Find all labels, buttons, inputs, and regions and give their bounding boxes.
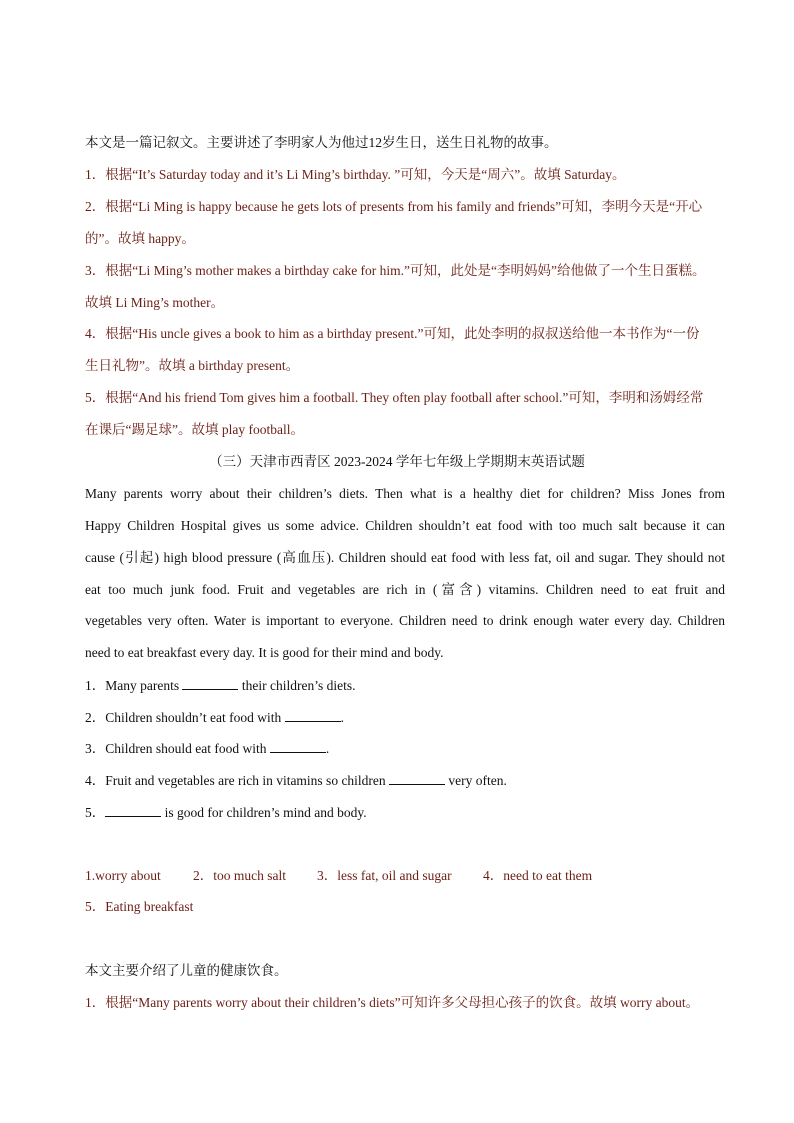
passage-line: eat too much junk food. Fruit and vegetables are rich in (富含) vitamins. Children need to eat fruit and — [85, 582, 725, 597]
passage-line: Many parents worry about their children’s diets. Then what is a healthy diet for children? Miss Jones from — [85, 486, 725, 501]
answer-4: 4．need to eat them — [483, 868, 593, 883]
question-1: 1．Many parents their children’s diets. — [85, 675, 725, 696]
analysis-line: 的”。故填 happy。 — [85, 231, 195, 246]
answer-1: 1.worry about — [85, 868, 161, 883]
analysis-intro: 本文主要介绍了儿童的健康饮食。 — [85, 963, 288, 978]
answer-5: 5．Eating breakfast — [85, 899, 194, 914]
passage-line: cause (引起) high blood pressure (高血压). Children should eat food with less fat, oil and sugar. They should not — [85, 550, 725, 565]
answer-3: 3．less fat, oil and sugar — [317, 868, 452, 883]
analysis-line: 1．根据“Many parents worry about their children’s diets”可知许多父母担心孩子的饮食。故填 worry about。 — [85, 995, 700, 1010]
question-5: 5． is good for children’s mind and body. — [85, 802, 725, 823]
analysis-line: 在课后“踢足球”。故填 play football。 — [85, 422, 304, 437]
analysis-line: 故填 Li Ming’s mother。 — [85, 295, 225, 310]
passage-line: vegetables very often. Water is important to everyone. Children need to drink enough water every day. Children — [85, 613, 725, 628]
answer-blank — [270, 738, 326, 753]
answer-blank — [389, 770, 445, 785]
analysis-line: 3．根据“Li Ming’s mother makes a birthday cake for him.”可知，此处是“李明妈妈”给他做了一个生日蛋糕。 — [85, 263, 706, 278]
question-4: 4．Fruit and vegetables are rich in vitamins so children very often. — [85, 770, 725, 791]
section-title: （三）天津市西青区 2023-2024 学年七年级上学期期末英语试题 — [209, 454, 585, 469]
answers-row — [85, 866, 725, 886]
answer-blank — [182, 675, 238, 690]
analysis-line: 5．根据“And his friend Tom gives him a football. They often play football after school.”可知，李明和汤姆经常 — [85, 390, 704, 405]
analysis-intro: 本文是一篇记叙文。主要讲述了李明家人为他过12岁生日，送生日礼物的故事。 — [85, 135, 558, 150]
analysis-line: 生日礼物”。故填 a birthday present。 — [85, 358, 300, 373]
passage-line: Happy Children Hospital gives us some advice. Children shouldn’t eat food with too much salt because it can — [85, 518, 725, 533]
analysis-line: 2．根据“Li Ming is happy because he gets lots of presents from his family and friends”可知，李明今天是“开心 — [85, 199, 703, 214]
question-2: 2．Children shouldn’t eat food with . — [85, 707, 725, 728]
answer-blank — [105, 802, 161, 817]
analysis-line: 1．根据“It’s Saturday today and it’s Li Ming’s birthday. ”可知，今天是“周六”。故填 Saturday。 — [85, 167, 626, 182]
question-3: 3．Children should eat food with . — [85, 738, 725, 759]
answer-2: 2．too much salt — [193, 868, 286, 883]
passage-line: need to eat breakfast every day. It is good for their mind and body. — [85, 645, 444, 660]
analysis-line: 4．根据“His uncle gives a book to him as a birthday present.”可知，此处李明的叔叔送给他一本书作为“一份 — [85, 326, 700, 341]
answer-blank — [285, 707, 341, 722]
